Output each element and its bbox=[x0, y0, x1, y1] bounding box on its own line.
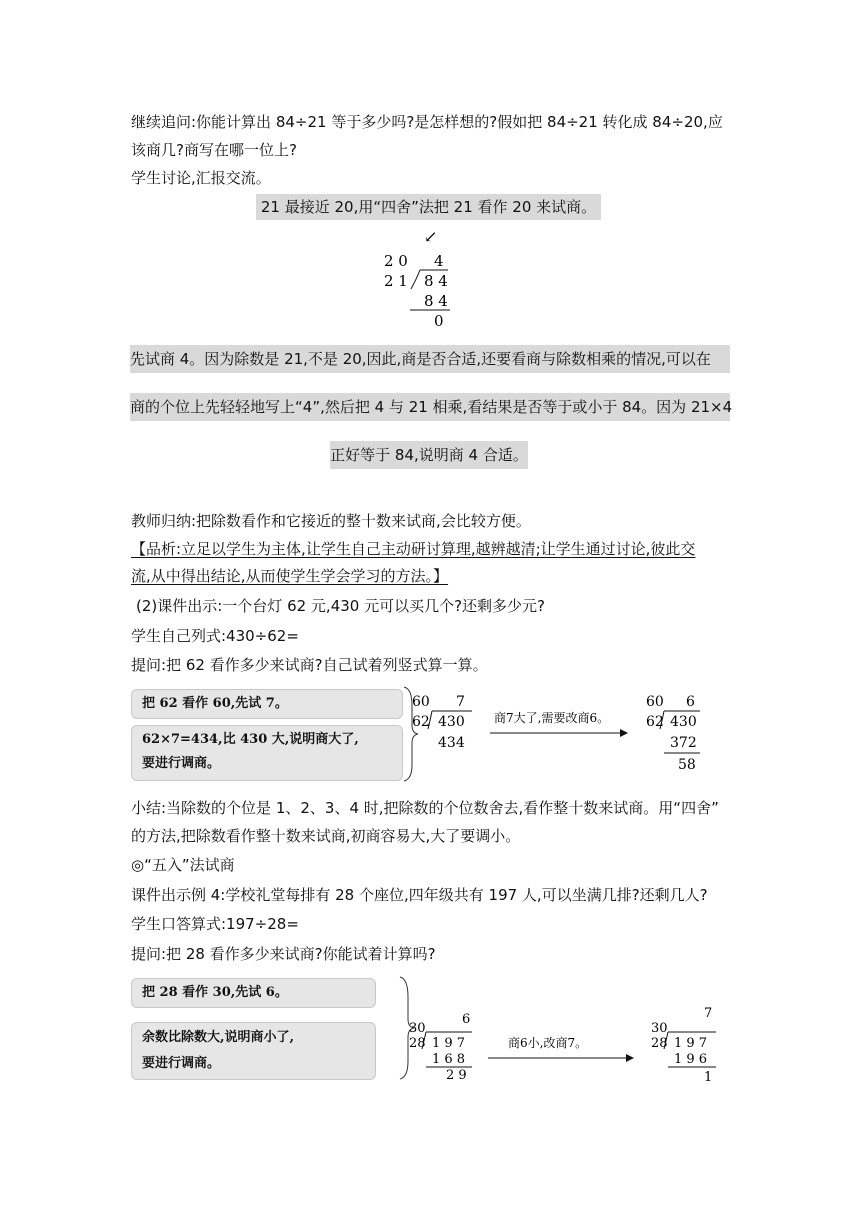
dividend: 8 4 bbox=[424, 272, 448, 290]
remainder: 58 bbox=[678, 757, 696, 773]
quotient: 6 bbox=[462, 1012, 471, 1027]
divisor: 28 bbox=[651, 1036, 668, 1051]
arrow-icon: ↙ bbox=[424, 227, 438, 246]
arrow-label: 商6小,改商7。 bbox=[508, 1036, 588, 1050]
estimate-divisor: 2 0 bbox=[384, 252, 408, 270]
arrow-icon bbox=[626, 1054, 634, 1062]
divisor: 28 bbox=[409, 1036, 426, 1051]
hint-bubble bbox=[131, 1022, 376, 1080]
quotient: 4 bbox=[434, 252, 444, 270]
section-heading: ◎“五入”法试商 bbox=[131, 856, 235, 874]
analysis-line: 【品析:立足以学生为主体,让学生自己主动研讨算理,越辨越清;让学生通过讨论,彼此交 bbox=[131, 540, 696, 558]
paragraph-line: 提问:把 62 看作多少来试商?自己试着列竖式算一算。 bbox=[131, 656, 488, 674]
estimate-divisor: 30 bbox=[409, 1021, 426, 1036]
quotient: 7 bbox=[704, 1006, 713, 1021]
hint-bubble bbox=[131, 725, 403, 781]
paragraph-line: 提问:把 28 看作多少来试商?你能试着计算吗? bbox=[131, 945, 436, 963]
long-division-figure bbox=[370, 222, 470, 332]
estimate-divisor: 30 bbox=[651, 1021, 668, 1036]
arrow-label: 商7大了,需要改商6。 bbox=[494, 711, 610, 725]
remainder: 1 bbox=[704, 1070, 713, 1085]
paragraph-line: 学生讨论,汇报交流。 bbox=[131, 169, 271, 187]
callout-text: 21 最接近 20,用“四舍”法把 21 看作 20 来试商。 bbox=[260, 198, 597, 216]
bubble-line: 余数比除数大,说明商小了, bbox=[142, 1030, 295, 1045]
divisor: 62 bbox=[412, 714, 430, 730]
paragraph-line: 学生口答算式:197÷28= bbox=[131, 915, 299, 933]
divisor: 2 1 bbox=[384, 272, 408, 290]
paragraph-line: 课件出示例 4:学校礼堂每排有 28 个座位,四年级共有 197 人,可以坐满几排?还剩几人? bbox=[131, 886, 708, 904]
explain-line: 先试商 4。因为除数是 21,不是 20,因此,商是否合适,还要看商与除数相乘的情况,可以在 bbox=[130, 350, 711, 368]
paragraph-line: 小结:当除数的个位是 1、2、3、4 时,把除数的个位数舍去,看作整十数来试商。用“四舍” bbox=[131, 799, 719, 817]
paragraph-line: 该商几?商写在哪一位上? bbox=[131, 141, 297, 159]
paragraph-line: 继续追问:你能计算出 84÷21 等于多少吗?是怎样想的?假如把 84÷21 转化成 84÷20,应 bbox=[131, 113, 723, 131]
explain-line: 正好等于 84,说明商 4 合适。 bbox=[330, 446, 528, 464]
bubble-line: 要进行调商。 bbox=[142, 756, 221, 771]
quotient: 6 bbox=[686, 694, 695, 710]
dividend: 430 bbox=[670, 714, 697, 730]
division-adjust-figure bbox=[400, 685, 720, 785]
hint-bubble: 把 62 看作 60,先试 7。 bbox=[131, 689, 403, 719]
product: 8 4 bbox=[424, 292, 448, 310]
paragraph-line: 的方法,把除数看作整十数来试商,初商容易大,大了要调小。 bbox=[131, 827, 521, 845]
bubble-line: 要进行调商。 bbox=[142, 1056, 221, 1071]
product: 434 bbox=[438, 735, 465, 751]
paragraph-line: 学生自己列式:430÷62= bbox=[131, 627, 299, 645]
division-adjust-figure bbox=[398, 975, 728, 1085]
divisor: 62 bbox=[646, 714, 664, 730]
product: 1 6 8 bbox=[432, 1052, 466, 1067]
bubble-line: 62×7=434,比 430 大,说明商大了, bbox=[142, 732, 359, 747]
explain-line: 商的个位上先轻轻地写上“4”,然后把 4 与 21 相乘,看结果是否等于或小于 84。因为 21×4 bbox=[130, 398, 733, 416]
product: 1 9 6 bbox=[674, 1052, 708, 1067]
dividend: 430 bbox=[438, 714, 465, 730]
dividend: 1 9 7 bbox=[432, 1036, 466, 1051]
paragraph-line: 教师归纳:把除数看作和它接近的整十数来试商,会比较方便。 bbox=[131, 512, 531, 530]
arrow-icon bbox=[620, 729, 628, 737]
dividend: 1 9 7 bbox=[674, 1036, 708, 1051]
analysis-line: 流,从中得出结论,从而使学生学会学习的方法。】 bbox=[131, 567, 449, 585]
quotient: 7 bbox=[456, 694, 465, 710]
estimate-divisor: 60 bbox=[412, 694, 430, 710]
remainder: 0 bbox=[434, 312, 444, 330]
paragraph-line: (2)课件出示:一个台灯 62 元,430 元可以买几个?还剩多少元? bbox=[136, 597, 546, 615]
estimate-divisor: 60 bbox=[646, 694, 664, 710]
remainder: 2 9 bbox=[446, 1068, 467, 1083]
hint-bubble: 把 28 看作 30,先试 6。 bbox=[131, 978, 376, 1008]
product: 372 bbox=[670, 735, 697, 751]
